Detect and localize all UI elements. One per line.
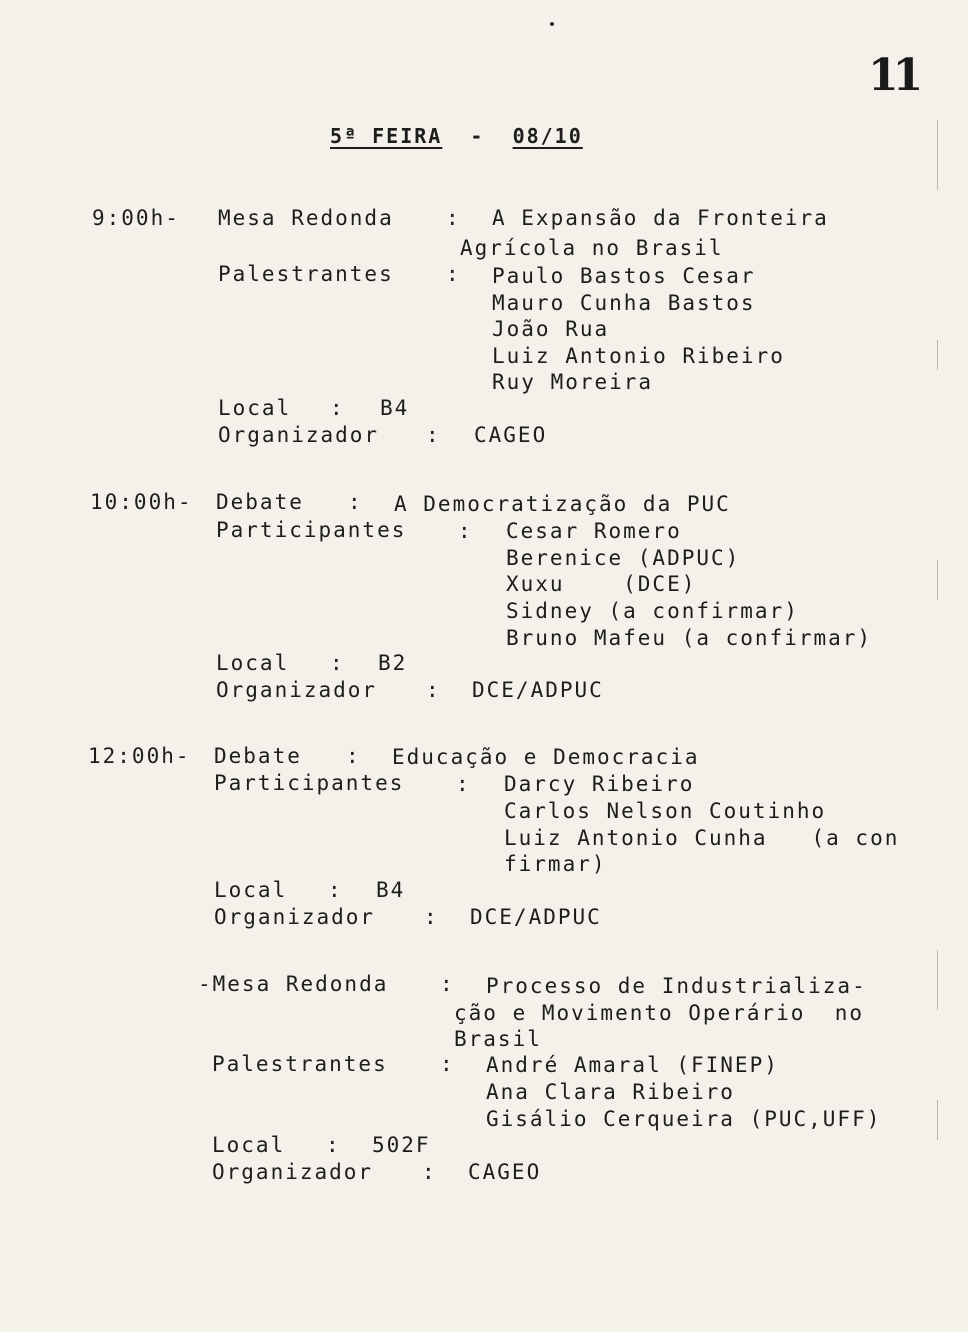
heading-separator: - [470,124,485,148]
event-title: A Democratização da PUC [394,492,731,516]
organizer-colon: : [422,1160,437,1184]
local-value: 502F [372,1133,431,1157]
local-label: Local [218,396,292,420]
local-value: B4 [380,396,410,420]
person: Luiz Antonio Cunha (a con [504,826,900,850]
local-colon: : [330,396,345,420]
event-title: Educação e Democracia [392,745,700,769]
person: André Amaral (FINEP) [486,1053,779,1077]
local-value: B4 [376,878,406,902]
local-colon: : [326,1133,341,1157]
local-label: Local [212,1133,286,1157]
local-label: Local [214,878,288,902]
organizer-value: CAGEO [474,423,548,447]
event-time: 9:00h- [92,206,180,230]
organizer-colon: : [426,423,441,447]
event-type: Mesa Redonda [218,206,394,230]
organizer-label: Organizador [216,678,378,702]
organizer-label: Organizador [218,423,380,447]
date-label: 08/10 [512,124,583,148]
event-type: Debate [216,490,304,514]
local-label: Local [216,651,290,675]
person: João Rua [492,317,610,341]
event-colon: : [348,490,363,514]
person: Bruno Mafeu (a confirmar) [506,626,873,650]
person: Sidney (a confirmar) [506,599,799,623]
person: firmar) [504,852,607,876]
event-title: Brasil [454,1027,542,1051]
event-colon: : [346,744,361,768]
people-label: Participantes [216,518,407,542]
day-label: 5ª FEIRA [330,124,443,148]
event-title: ção e Movimento Operário no [454,1001,865,1025]
person: Cesar Romero [506,519,682,543]
event-type: Debate [214,744,302,768]
organizer-label: Organizador [214,905,376,929]
organizer-value: CAGEO [468,1160,542,1184]
person: Ana Clara Ribeiro [486,1080,735,1104]
organizer-value: DCE/ADPUC [470,905,602,929]
person: Paulo Bastos Cesar [492,264,756,288]
person: Mauro Cunha Bastos [492,291,756,315]
person: Darcy Ribeiro [504,772,695,796]
event-colon: : [446,206,461,230]
person: Luiz Antonio Ribeiro [492,344,785,368]
organizer-value: DCE/ADPUC [472,678,604,702]
people-colon: : [458,519,473,543]
event-type: -Mesa Redonda [198,972,389,996]
person: Berenice (ADPUC) [506,546,741,570]
event-title: A Expansão da Fronteira [492,206,829,230]
local-value: B2 [378,651,408,675]
people-label: Palestrantes [212,1052,388,1076]
person: Gisálio Cerqueira (PUC,UFF) [486,1107,882,1131]
organizer-label: Organizador [212,1160,374,1184]
person: Xuxu (DCE) [506,572,697,596]
organizer-colon: : [426,678,441,702]
event-title: Processo de Industrializa- [486,974,867,998]
page-number: 11 [868,50,918,101]
local-colon: : [330,651,345,675]
event-time: 10:00h- [90,490,193,514]
person: Ruy Moreira [492,370,654,394]
person: Carlos Nelson Coutinho [504,799,827,823]
people-colon: : [440,1052,455,1076]
event-time: 12:00h- [88,744,191,768]
people-label: Palestrantes [218,262,394,286]
people-colon: : [456,772,471,796]
organizer-colon: : [424,905,439,929]
people-colon: : [446,262,461,286]
page-title [330,124,583,148]
event-colon: : [440,972,455,996]
local-colon: : [328,878,343,902]
people-label: Participantes [214,771,405,795]
event-title: Agrícola no Brasil [460,236,724,260]
